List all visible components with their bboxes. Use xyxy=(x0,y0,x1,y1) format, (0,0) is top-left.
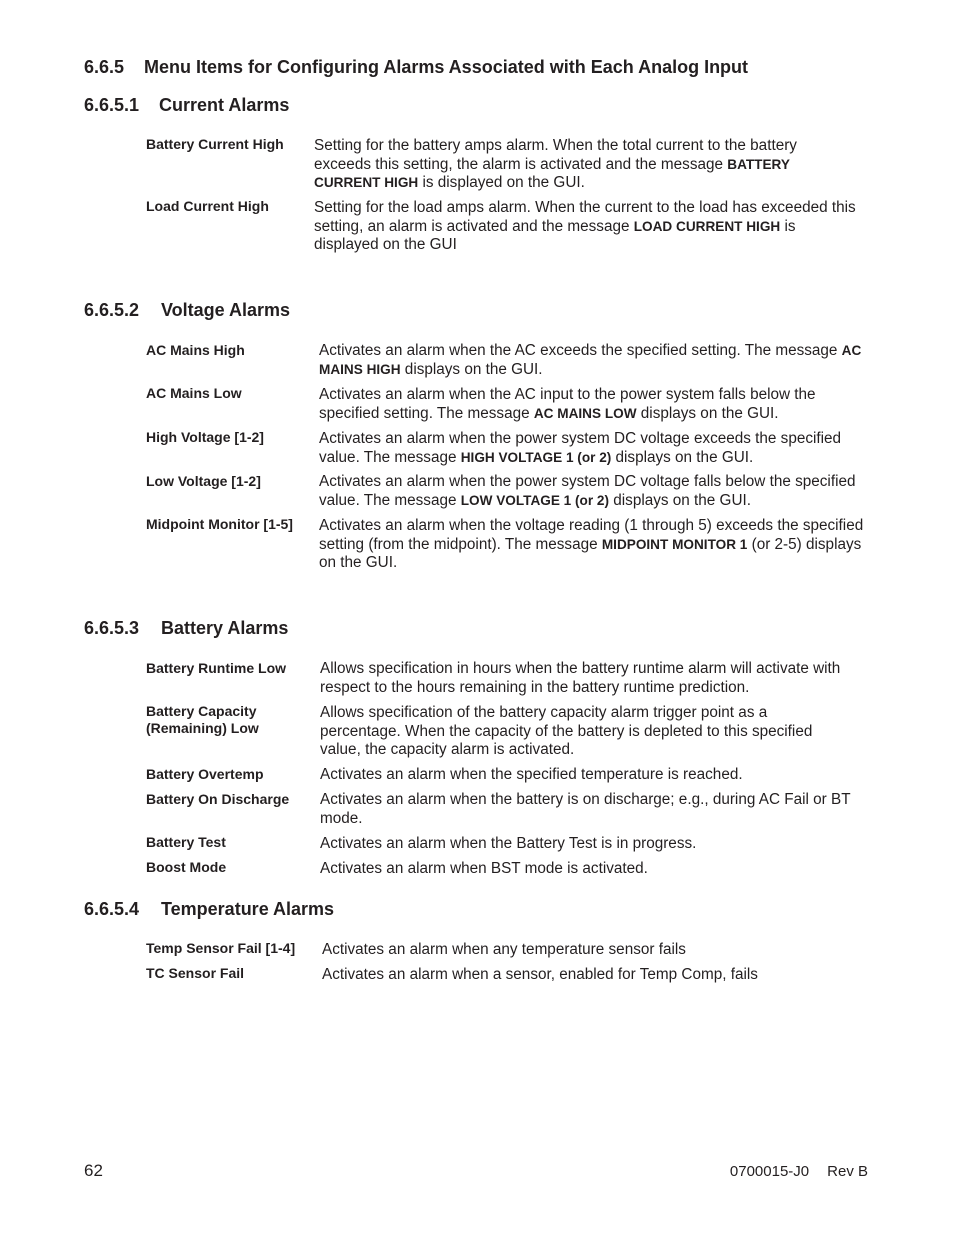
term-battery-overtemp: Battery Overtemp xyxy=(146,766,264,782)
term-battery-capacity-low: Battery Capacity (Remaining) Low xyxy=(146,703,259,736)
section-heading-6-6-5-4 xyxy=(84,899,334,920)
desc-battery-on-discharge: Activates an alarm when the battery is on discharge; e.g., during AC Fail or BT mode. xyxy=(320,791,851,827)
term-tc-sensor-fail: TC Sensor Fail xyxy=(146,965,245,981)
section-title: Battery Alarms xyxy=(161,618,289,638)
desc-battery-current-high: Setting for the battery amps alarm. When the total current to the battery exceeds this setting, the alarm is activated and the message BATTERY CURRENT HIGH is displayed on the GUI. xyxy=(314,137,797,191)
section-title: Voltage Alarms xyxy=(161,300,291,320)
term-boost-mode: Boost Mode xyxy=(146,859,227,875)
term-battery-test: Battery Test xyxy=(146,834,226,850)
desc-battery-overtemp: Activates an alarm when the specified temperature is reached. xyxy=(320,766,743,783)
term-battery-on-discharge: Battery On Discharge xyxy=(146,791,290,807)
section-number: 6.6.5 xyxy=(84,57,125,77)
section-number: 6.6.5.1 xyxy=(84,95,140,115)
section-number: 6.6.5.4 xyxy=(84,899,140,919)
desc-boost-mode: Activates an alarm when BST mode is activated. xyxy=(320,860,648,877)
term-battery-current-high: Battery Current High xyxy=(146,136,284,152)
desc-ac-mains-high: Activates an alarm when the AC exceeds the specified setting. The message AC MAINS HIGH displays on the GUI. xyxy=(319,342,862,378)
desc-high-voltage: Activates an alarm when the power system DC voltage exceeds the specified value. The message HIGH VOLTAGE 1 (or 2) displays on the GUI. xyxy=(319,430,842,466)
section-number: 6.6.5.2 xyxy=(84,300,140,320)
section-title: Menu Items for Configuring Alarms Associated with Each Analog Input xyxy=(144,57,749,77)
term-temp-sensor-fail: Temp Sensor Fail [1-4] xyxy=(146,940,296,956)
document-id xyxy=(730,1163,868,1180)
term-load-current-high: Load Current High xyxy=(146,198,269,214)
section-heading-6-6-5-2 xyxy=(84,300,290,321)
term-low-voltage: Low Voltage [1-2] xyxy=(146,473,261,489)
desc-battery-capacity-low: Allows specification of the battery capacity alarm trigger point as a percentage. When the capacity of the battery is depleted to this specified value, the capacity alarm is activated. xyxy=(320,704,813,758)
section-heading-6-6-5-1 xyxy=(84,95,289,116)
section-heading-6-6-5-3 xyxy=(84,618,288,639)
desc-tc-sensor-fail: Activates an alarm when a sensor, enabled for Temp Comp, fails xyxy=(322,966,758,983)
desc-battery-test: Activates an alarm when the Battery Test is in progress. xyxy=(320,835,697,852)
desc-low-voltage: Activates an alarm when the power system DC voltage falls below the specified value. The message LOW VOLTAGE 1 (or 2) displays on the GUI. xyxy=(319,473,856,509)
term-midpoint-monitor: Midpoint Monitor [1-5] xyxy=(146,516,293,532)
desc-battery-runtime-low: Allows specification in hours when the battery runtime alarm will activate with respect to the hours remaining in the battery runtime prediction. xyxy=(320,660,841,696)
desc-load-current-high: Setting for the load amps alarm. When the current to the load has exceeded this setting, an alarm is activated and the message LOAD CURRENT HIGH is displayed on the GUI xyxy=(314,199,856,253)
term-ac-mains-high: AC Mains High xyxy=(146,342,245,358)
section-title: Current Alarms xyxy=(159,95,290,115)
term-ac-mains-low: AC Mains Low xyxy=(146,385,242,401)
term-high-voltage: High Voltage [1-2] xyxy=(146,429,264,445)
page-number: 62 xyxy=(84,1161,103,1180)
section-heading-6-6-5 xyxy=(84,57,748,78)
desc-ac-mains-low: Activates an alarm when the AC input to the power system falls below the specified setting. The message AC MAINS LOW displays on the GUI. xyxy=(319,386,816,422)
revision: Rev B xyxy=(827,1163,868,1180)
term-battery-runtime-low: Battery Runtime Low xyxy=(146,660,287,676)
section-number: 6.6.5.3 xyxy=(84,618,140,638)
doc-number: 0700015-J0 xyxy=(729,1163,810,1180)
section-title: Temperature Alarms xyxy=(161,899,335,919)
desc-midpoint-monitor: Activates an alarm when the voltage reading (1 through 5) exceeds the specified setting (from the midpoint). The message MIDPOINT MONITOR 1 (or 2-5) displays on the GUI. xyxy=(319,517,864,571)
desc-temp-sensor-fail: Activates an alarm when any temperature sensor fails xyxy=(322,941,686,958)
